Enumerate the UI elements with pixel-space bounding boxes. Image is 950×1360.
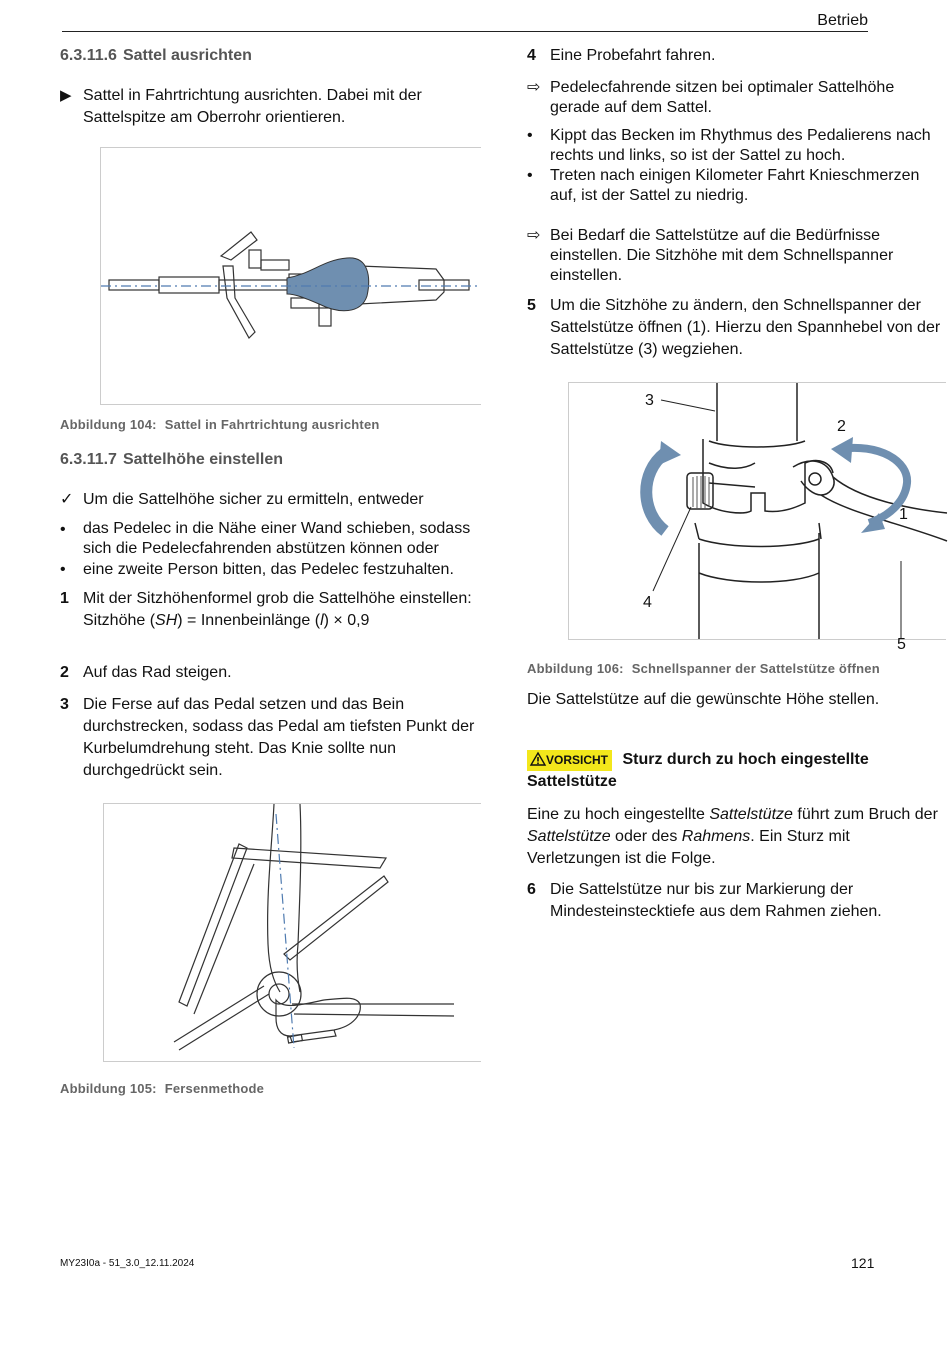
figure-title: Sattel in Fahrtrichtung ausrichten [164, 417, 380, 432]
warning-text-part: . Ein Sturz mit Verletzungen ist die Folge. [527, 828, 850, 867]
formula-part: ) × 0,9 [323, 612, 370, 629]
figure-106-quick-release [568, 382, 946, 653]
formula-part: ) = Innenbeinlänge ( [177, 612, 321, 629]
figure-106-caption [527, 658, 880, 680]
warning-badge-label: VORSICHT [546, 753, 609, 767]
quick-release-illustration [569, 383, 947, 653]
formula-part: Sitzhöhe ( [83, 612, 156, 629]
result-text: Pedelecfahrende sitzen bei optimaler Sattelhöhe gerade auf dem Sattel. [550, 79, 895, 116]
list-item-text: Kippt das Becken im Rhythmus des Pedalierens nach rechts und links, so ist der Sattel zu hoch. [550, 127, 931, 164]
section-number: 6.3.11.6 [60, 47, 117, 64]
formula-symbol: SH [155, 612, 178, 629]
step-number: 3 [60, 696, 69, 713]
precondition-item [60, 489, 480, 511]
result-text: Bei Bedarf die Sattelstütze auf die Bedürfnisse einstellen. Die Sitzhöhe mit dem Schnellspanner einstellen. [550, 227, 894, 284]
figure-label: Abbildung 104: [60, 417, 157, 432]
section-title: Sattel ausrichten [122, 47, 252, 64]
numbered-step-2 [60, 662, 480, 684]
warning-term: Sattelstütze [709, 806, 793, 823]
step-text: Um die Sitzhöhe zu ändern, den Schnellspanner der Sattelstütze öffnen (1). Hierzu den Spannhebel von der Sattelstütze (3) wegziehen. [550, 297, 941, 358]
section-heading-sattelhoehe [60, 449, 283, 471]
checkmark-icon: ✓ [60, 491, 74, 508]
figure-104-saddle-alignment [100, 147, 481, 405]
warning-term: Rahmens [681, 828, 751, 845]
warning-badge [527, 750, 612, 771]
list-item [527, 126, 945, 170]
step-text: Eine Probefahrt fahren. [550, 47, 716, 64]
figure-title: Schnellspanner der Sattelstütze öffnen [631, 661, 880, 676]
precondition-text: Um die Sattelhöhe sicher zu ermitteln, entweder [83, 491, 424, 508]
footer-doc-id: MY23I0a - 51_3.0_12.11.2024 [60, 1258, 195, 1269]
step-text-line: Mit der Sitzhöhenformel grob die Sattelhöhe einstellen: [83, 590, 472, 607]
result-arrow-icon: ⇨ [527, 79, 541, 96]
step-text: Auf das Rad steigen. [83, 664, 232, 681]
result-item [527, 78, 945, 122]
formula-symbol: l [320, 612, 324, 629]
warning-text-part: führt zum Bruch der [792, 806, 938, 823]
warning-title-cont: Sattelstütze [527, 773, 617, 790]
warning-triangle-icon [530, 752, 546, 766]
list-item [60, 519, 480, 563]
warning-text-part: Eine zu hoch eingestellte [527, 806, 710, 823]
figure-label: Abbildung 106: [527, 661, 624, 676]
warning-term: Sattelstütze [527, 828, 611, 845]
list-item [527, 166, 945, 210]
paragraph: Die Sattelstütze auf die gewünschte Höhe stellen. [527, 691, 880, 708]
callout-2: 2 [837, 418, 846, 435]
bullet-icon: • [527, 167, 533, 184]
step-number: 2 [60, 664, 69, 681]
numbered-step-1 [60, 588, 480, 654]
numbered-step-3 [60, 694, 480, 784]
step-number: 5 [527, 297, 536, 314]
figure-title: Fersenmethode [164, 1081, 265, 1096]
warning-text [527, 804, 945, 870]
result-arrow-icon: ⇨ [527, 227, 541, 244]
list-item-text: das Pedelec in die Nähe einer Wand schieben, sodass sich die Pedelecfahrenden abstützen können oder [83, 520, 471, 557]
section-heading-sattel-ausrichten [60, 45, 252, 67]
bullet-icon: • [60, 561, 66, 578]
step-number: 6 [527, 881, 536, 898]
list-item-text: Treten nach einigen Kilometer Fahrt Knieschmerzen auf, ist der Sattel zu niedrig. [550, 167, 920, 204]
list-item-text: eine zweite Person bitten, das Pedelec festzuhalten. [83, 561, 454, 578]
warning-text-part: oder des [610, 828, 682, 845]
running-header-title: Betrieb [817, 12, 868, 29]
step-text: Die Ferse auf das Pedal setzen und das Bein durchstrecken, sodass das Pedal am tiefsten Punkt der Kurbelumdrehung steht. Das Knie sollte nun durchgedrückt sein. [83, 696, 475, 779]
result-item [527, 226, 945, 292]
step-text [83, 588, 480, 632]
numbered-step-4 [527, 45, 945, 67]
instruction-text: Sattel in Fahrtrichtung ausrichten. Dabei mit der Sattelspitze am Oberrohr orientieren. [83, 87, 422, 126]
step-arrow-icon: ▶ [60, 87, 72, 104]
section-number: 6.3.11.7 [60, 451, 117, 468]
step-number: 4 [527, 47, 536, 64]
warning-heading [527, 749, 945, 793]
heel-method-illustration [104, 804, 481, 1061]
bullet-icon: • [60, 521, 66, 538]
numbered-step-6 [527, 879, 945, 923]
warning-title: Sturz durch zu hoch eingestellte [622, 751, 869, 768]
page-number: 121 [851, 1255, 875, 1271]
numbered-step-5 [527, 295, 945, 361]
header-rule [62, 31, 868, 32]
bullet-icon: • [527, 127, 533, 144]
saddle-top-view-illustration [101, 148, 481, 404]
callout-1: 1 [899, 506, 908, 523]
callout-5: 5 [897, 636, 906, 653]
callout-4: 4 [643, 594, 652, 611]
figure-104-caption [60, 414, 380, 436]
list-item [60, 559, 480, 581]
step-number: 1 [60, 590, 69, 607]
figure-105-caption [60, 1078, 264, 1100]
figure-label: Abbildung 105: [60, 1081, 157, 1096]
callout-3: 3 [645, 392, 654, 409]
section-title: Sattelhöhe einstellen [122, 451, 283, 468]
step-text: Die Sattelstütze nur bis zur Markierung der Mindesteinstecktiefe aus dem Rahmen ziehen. [550, 881, 882, 920]
figure-105-heel-method [103, 803, 481, 1062]
instruction-step [60, 85, 480, 135]
